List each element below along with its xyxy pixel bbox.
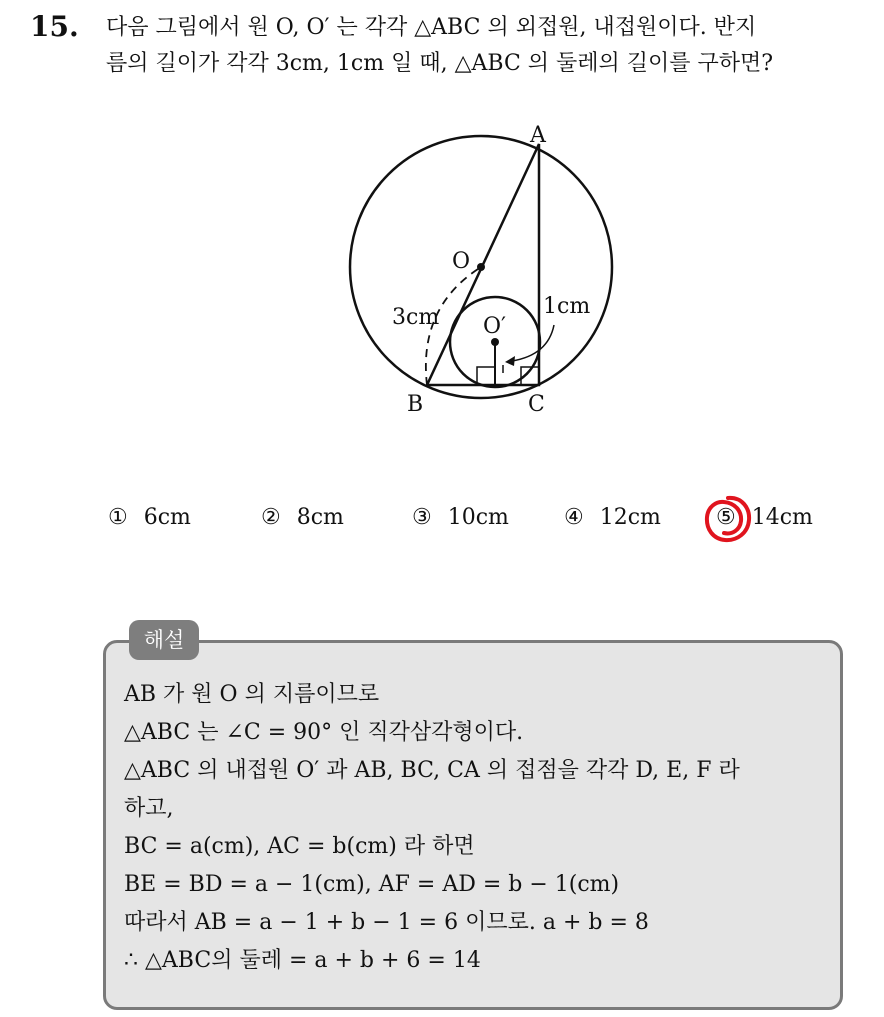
label-o: O — [452, 249, 471, 274]
solution-line-7: 따라서 AB = a − 1 + b − 1 = 6 이므로. a + b = 8 — [124, 910, 649, 935]
arrow-head — [505, 356, 515, 366]
choice-3-number: ③ — [412, 505, 432, 530]
choice-4-text: 12cm — [599, 505, 661, 530]
solution-line-2: △ABC 는 ∠C = 90° 인 직각삼각형이다. — [124, 720, 524, 745]
answer-circle-mark — [702, 493, 754, 545]
geometry-figure — [340, 115, 640, 420]
choice-4-number: ④ — [564, 505, 584, 530]
label-o-prime: O′ — [483, 314, 507, 339]
choice-3-text: 10cm — [447, 505, 509, 530]
mark-stroke — [707, 498, 749, 540]
label-c: C — [528, 392, 545, 417]
figure-svg — [340, 115, 640, 420]
choice-1-text: 6cm — [143, 505, 191, 530]
question-number: 15. — [30, 10, 79, 43]
solution-tag: 해설 — [129, 620, 199, 660]
choice-2-text: 8cm — [296, 505, 344, 530]
choice-5-text: 14cm — [751, 505, 813, 530]
choice-3[interactable] — [412, 505, 509, 530]
label-3cm: 3cm — [392, 305, 440, 330]
solution-line-8: ∴ △ABC의 둘레 = a + b + 6 = 14 — [124, 948, 481, 973]
solution-text — [124, 676, 834, 980]
choice-5-number: ⑤ — [716, 505, 736, 530]
solution-line-5: BC = a(cm), AC = b(cm) 라 하면 — [124, 834, 475, 859]
question-text — [106, 10, 866, 82]
choice-1[interactable] — [108, 505, 191, 530]
label-a: A — [530, 123, 546, 148]
solution-line-1: AB 가 원 O 의 지름이므로 — [124, 682, 380, 707]
label-1cm: 1cm — [543, 294, 591, 319]
answer-choices — [108, 505, 868, 541]
right-angle-marker-e — [477, 367, 495, 385]
question-line-1: 다음 그림에서 원 O, O′ 는 각각 △ABC 의 외접원, 내접원이다. 반지 — [106, 15, 757, 40]
pointer-arrow — [512, 325, 554, 361]
solution-line-6: BE = BD = a − 1(cm), AF = AD = b − 1(cm) — [124, 872, 620, 897]
center-o-dot — [477, 263, 485, 271]
label-b: B — [407, 392, 424, 417]
choice-2[interactable] — [261, 505, 344, 530]
question-line-2: 름의 길이가 각각 3cm, 1cm 일 때, △ABC 의 둘레의 길이를 구하면? — [106, 51, 774, 76]
solution-line-4: 하고, — [124, 796, 174, 821]
choice-4[interactable] — [564, 505, 661, 530]
choice-2-number: ② — [261, 505, 281, 530]
solution-line-3: △ABC 의 내접원 O′ 과 AB, BC, CA 의 접점을 각각 D, E, F 라 — [124, 758, 740, 783]
choice-1-number: ① — [108, 505, 128, 530]
